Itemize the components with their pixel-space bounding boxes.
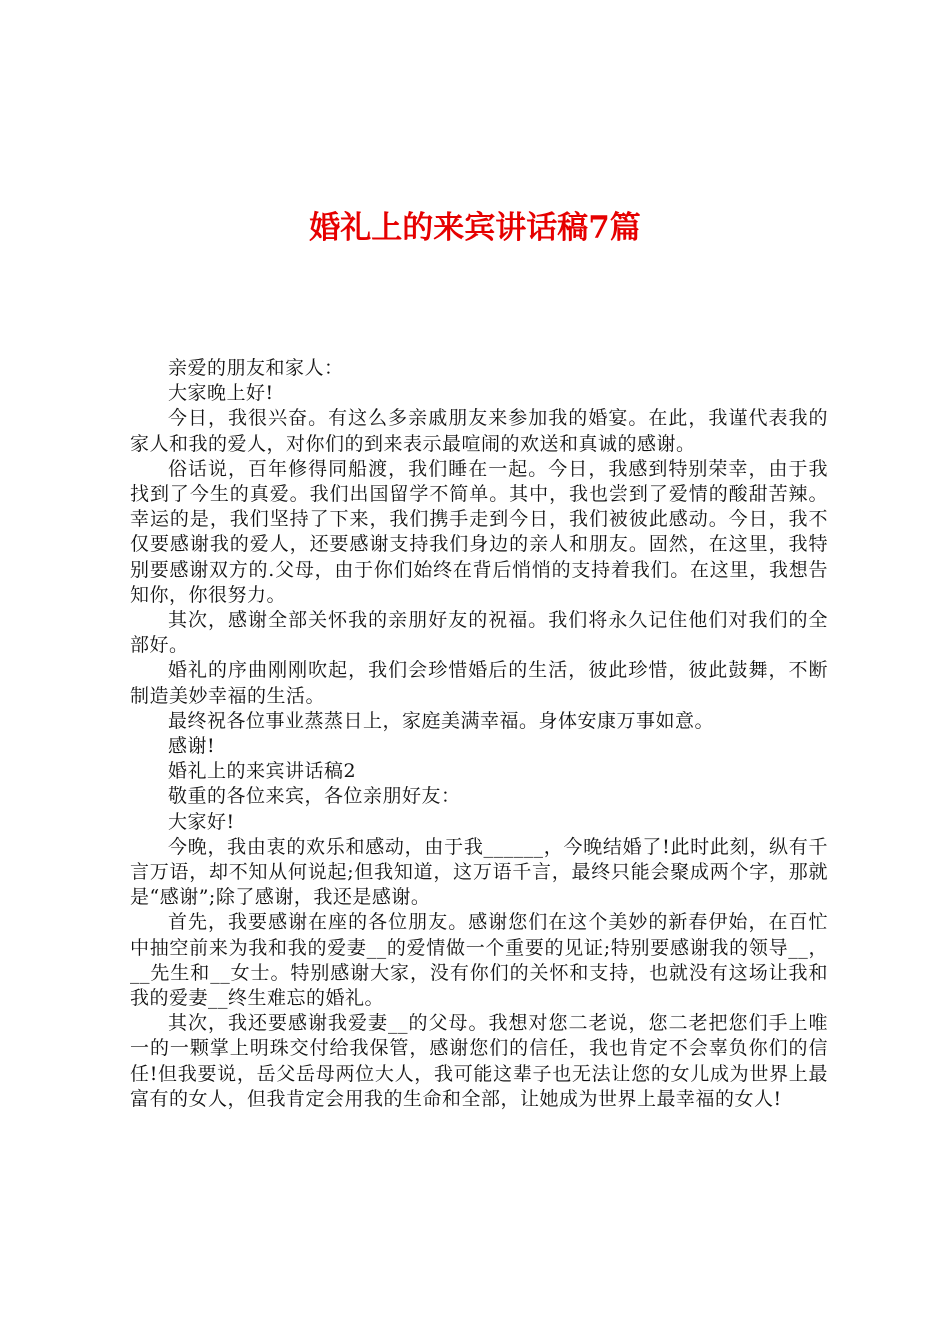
paragraph: 今晚，我由衷的欢乐和感动，由于我______，今晚结婚了!此时此刻，纵有千言万语，却不知从何说起;但我知道，这万语千言，最终只能会聚成两个字，那就是“感谢”;除了感谢，我还是感谢。 [130,835,828,909]
paragraph: 大家好! [168,810,235,833]
document-body [130,356,828,1112]
paragraph: 首先，我要感谢在座的各位朋友。感谢您们在这个美妙的新春伊始，在百忙中抽空前来为我和我的爱妻__的爱情做一个重要的见证;特别要感谢我的领导__，__先生和__女士。特别感谢大家，没有你们的关怀和支持，也就没有这场让我和我的爱妻__终生难忘的婚礼。 [130,911,828,1010]
paragraph: 最终祝各位事业蒸蒸日上，家庭美满幸福。身体安康万事如意。 [168,709,715,732]
paragraph: 俗话说，百年修得同船渡，我们睡在一起。今日，我感到特别荣幸，由于我找到了今生的真爱。我们出国留学不简单。其中，我也尝到了爱情的酸甜苦辣。幸运的是，我们坚持了下来，我们携手走到今日，我们被彼此感动。今日，我不仅要感谢我的爱人，还要感谢支持我们身边的亲人和朋友。固然，在这里，我特别要感谢双方的.父母，由于你们始终在背后悄悄的支持着我们。在这里，我想告知你，你很努力。 [130,457,828,606]
paragraph: 亲爱的朋友和家人： [168,357,344,379]
paragraph: 敬重的各位来宾，各位亲朋好友： [168,785,461,808]
paragraph: 感谢! [168,735,216,758]
section-heading: 婚礼上的来宾讲话稿2 [168,760,357,783]
paragraph: 其次，我还要感谢我爱妻__的父母。我想对您二老说，您二老把您们手上唯一的一颗掌上明珠交付给我保管，感谢您们的信任，我也肯定不会辜负你们的信任!但我要说，岳父岳母两位大人，我可能这辈子也无法让您的女儿成为世界上最富有的女人，但我肯定会用我的生命和全部，让她成为世界上最幸福的女人! [130,1012,828,1110]
paragraph: 大家晚上好! [168,382,274,405]
document-title: 婚礼上的来宾讲话稿7篇 [309,210,641,246]
paragraph: 其次，感谢全部关怀我的亲朋好友的祝福。我们将永久记住他们对我们的全部好。 [130,609,828,657]
paragraph: 今日，我很兴奋。有这么多亲戚朋友来参加我的婚宴。在此，我谨代表我的家人和我的爱人，对你们的到来表示最喧闹的欢送和真诚的感谢。 [130,407,828,455]
paragraph: 婚礼的序曲刚刚吹起，我们会珍惜婚后的生活，彼此珍惜，彼此鼓舞，不断制造美妙幸福的生活。 [130,659,828,707]
